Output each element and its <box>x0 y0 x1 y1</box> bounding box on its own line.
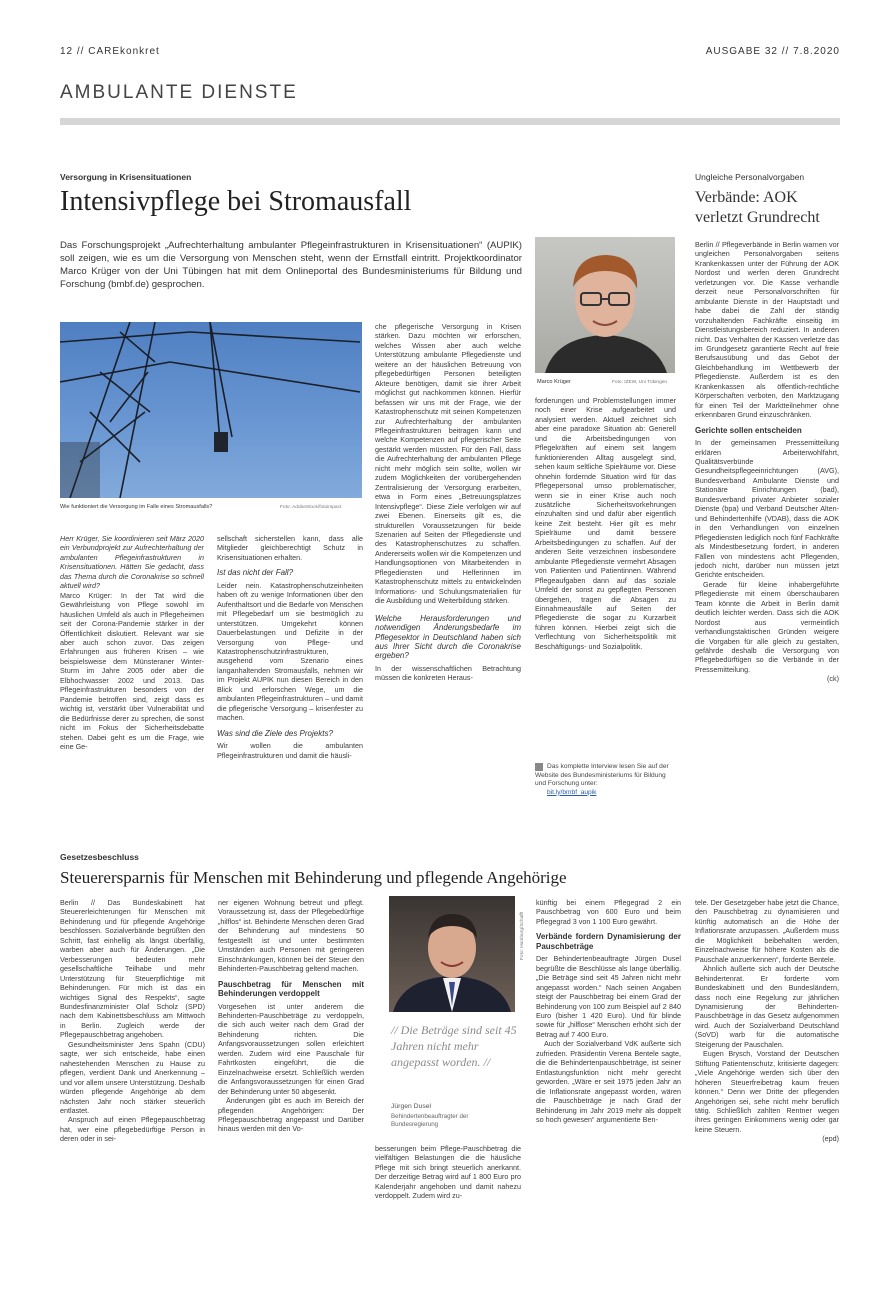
interview-answer: In der wissenschaftlichen Betrachtung müssen die konkreten Heraus- <box>375 663 521 683</box>
article1-headline: Intensivpflege bei Stromausfall <box>60 186 412 217</box>
article3-column-1 <box>60 898 205 1260</box>
article3-kicker: Gesetzesbeschluss <box>60 852 139 862</box>
article3-paragraph: Gesundheitsminister Jens Spahn (CDU) sagte, wer sich entscheide, habe einen nahestehenden Menschen zu Hause zu pflegen, verdient Dank und Anerkennung – und vor allem unsere Unterstützung. Deshalb würden pflegende Angehörige ab dem nächsten Jahr noch stärker steuerlich entlastet. <box>60 1039 205 1115</box>
interview-info-box <box>535 763 676 823</box>
dusel-photo-credit: Foto: Hamburg/Schafft <box>520 911 525 960</box>
section-rule <box>60 118 840 125</box>
section-title: AMBULANTE DIENSTE <box>60 82 298 103</box>
juergen-dusel-photo <box>389 896 515 1012</box>
article3-column-3 <box>375 1144 521 1260</box>
issue-date-header: AUSGABE 32 // 7.8.2020 <box>705 46 840 57</box>
article1-column-1 <box>60 534 204 854</box>
article3-signature: (epd) <box>822 1134 839 1144</box>
article3-paragraph: Änderungen gibt es auch im Bereich der pflegenden Angehörigen: Der Pflegepauschbetrag angepasst und Darüber hinaus werden mit den Vo- <box>218 1096 364 1134</box>
article2-signature: (ck) <box>827 674 839 684</box>
article3-paragraph: Eugen Brysch, Vorstand der Deutschen Stiftung Patientenschutz, kritisierte dagegen: „Viele Angehörige werden sich über den höheren Steuerfreibetrag kaum freuen können.“ Denn wer Dritte der pflegenden Angehörigen sei, sehe nicht mehr beruflich tätig. Schließlich zahlten Rentner wegen ihres geringen Einkommens wenig oder gar keine Steuern. <box>695 1049 839 1134</box>
article3-column-4 <box>536 898 681 1260</box>
interview-question: Was sind die Ziele des Projekts? <box>217 728 333 738</box>
pylon-photo-credit: Foto: AdobeStock/fotoimpact <box>280 505 342 510</box>
article2-kicker: Ungleiche Personalvorgaben <box>695 172 805 182</box>
article3-paragraph: Der Behindertenbeauftragte Jürgen Dusel begrüßte die Beschlüsse als lange überfällig. „Die Beträge sind seit 45 Jahren nicht mehr angepasst worden.“ Nach seinen Angaben steigt der Pauschbetrag bei einem Grad der Behinderung von 100 zum Beispiel auf 2 840 Euro (bisher 1 420 Euro). Und für blinde sowie für „hilflose“ Menschen erhöht sich der Betrag auf 7 400 Euro. <box>536 954 681 1039</box>
interview-answer: forderungen und Problemstellungen immer noch einer Krise aufgearbeitet und analysiert werden. Aktuell zeichnet sich aber eine paradoxe Situation ab: Generell und die Arbeitsbedingungen von Pflegekräften auf einem seit langem funktionierenden Alltag ausgelegt sind, sehen kaum seltliche Spielräume vor. Diese ohnehin fordernde Situation wird für das Pflegepersonal umso problematischer, wenn sie in einer Krise auch noch zusätzliche Sicherheitsvorkehrungen einzuhalten sind und dafür aber eigentlich keine Zeit besteht. Hier gilt es mehr Spielräume und damit bessere Arbeitsbedingungen zu schaffen. Auf der anderen Seite verzeichnen insbesondere ambulante Pflegedienste vermehrt Absagen von Patienten und Patientinnen. Während Pflegeaufgaben dann auf das soziale Umfeld der sonst zu gepflegten Personen übergehen, tragen die Absagen zu Einnahmeausfälle auf Seiten der Pflegedienste die sogar zu Kurzarbeit führen können. Hierbei zeigt sich die Verflechtung von Sicherheitspolitik mit Beschäftigungs- und Sozialpolitik. <box>535 396 676 651</box>
article2-headline: Verbände: AOK verletzt Grundrecht <box>695 189 820 226</box>
article2-paragraph: In der gemeinsamen Pressemitteilung erklären Arbeiterwohlfahrt, Qualitätsverbünde Gesundheitspflegeeinrichtungen (AVG), Bundesverband Ambulante Dienste und Stationäre Einrichtungen (bad), Bundesverband privater Anbieter sozialer Dienste (bpa) und Verband Deutscher Alten- und Behindertenhilfe (VDAB), dass die AOK in den Verhandlungen von einzelnen Pflegediensten lediglich noch fünf Fachkräfte als Mindestbesetzung fordert, in anderen Fällen von mindestens acht Pflegenden, jedoch nicht, darüber nun müssen jetzt Gerichte entscheiden. <box>695 438 839 580</box>
interview-answer: Wir wollen die ambulanten Pflegeinfrastrukturen und damit die häusli- <box>217 741 363 760</box>
article3-subhead: Pauschbetrag für Menschen mit Behinderungen verdoppelt <box>218 979 364 999</box>
article3-headline: Steuerersparnis für Menschen mit Behinderung und pflegende Angehörige <box>60 868 567 887</box>
interview-question: Ist das nicht der Fall? <box>217 568 294 578</box>
article2-body <box>695 240 839 852</box>
interview-link[interactable]: bit.ly/bmbf_aupik <box>547 788 597 796</box>
article3-column-5 <box>695 898 839 1260</box>
article3-paragraph: Berlin // Das Bundeskabinett hat Steuererleichterungen für Menschen mit Behinderung und für pflegende Angehörige beschlossen. Sozialverbände begrüßten den Schritt, fast einhellig als längst überfällig, warben aber auch für Änderungen. „Die Verbesserungen bedeuten mehr gesellschaftliche Teilhabe und mehr Unterstützung für Steuerpflichtige mit Behinderungen. Für mich ist das ein wichtiges Signal des Respekts“, sagte Bundesfinanzminister Olaf Scholz (SPD) nach dem Kabinettsbeschluss am Mittwoch in Berlin. Zugleich werde der Pflegepauschbetrag angehoben. <box>60 898 205 1040</box>
marco-krueger-portrait <box>535 237 675 373</box>
portrait-drawing <box>535 237 675 373</box>
info-box-text: Das komplette Interview lesen Sie auf der Website des Bundesministeriums für Bildung und Forschung unter: <box>535 763 669 788</box>
article1-kicker: Versorgung in Krisensituationen <box>60 172 192 182</box>
interview-answer: che pflegerische Versorgung in Krisen stärken. Dazu möchten wir erforschen, welches Wissen aber auch welche Unterstützung ambulante Pflegedienste und weitere an der häuslichen Betreuung von pflegebedürftigen Personen beteiligten Akteure benötigen, damit sie ihrer Arbeit möglichst gut nachkommen können. Hierfür befassen wir uns mit der Frage, wie der Katastrophenschutz mit seinen Kompetenzen zur Aufrechterhaltung der ambulanten Pflegeinfrastrukturen beitragen kann und welche Kompetenzen auf pflegerischer Seite gestärkt werden müssten. Für den Fall, dass die Aufrechterhaltung der ambulanten Pflege nicht mehr möglich sein sollte, wollen wir zudem Möglichkeiten der vorübergehenden Zentralisierung der Versorgung erarbeiten, etwa in Form eines „Betreuungsplatzes Intensivpflege“. Diese Ziele verfolgen wir auf zwei Ebenen. Einerseits gilt es, die strukturellen Voraussetzungen für beide Szenarien auf Seiten der Pflegedienste und des Katastrophenschutzes zu schaffen. Andererseits wollen wir die Kompetenzen und Handlungsoptionen von Mitarbeitenden in Pflegediensten und Helferinnen im Katastrophenschutz mittels zu entwickelnden Informations- und Schulungsmaterialien für die Ausbildung und Weiterbildung stärken. <box>375 322 521 606</box>
article2-paragraph: Berlin // Pflegeverbände in Berlin warnen vor ungleichen Personalvorgaben seitens Krankenkassen unter der Führung der AOK Nordost und werfen deren Grundrecht verletzungen vor. Die Kasse verhandle derzeit neue Personalvorschriften für ambulante Dienste in der Hauptstadt und habe dabei die Zahl der ständig vorzuhaltenden Fachkräfte einseitig im Dienstleistungsbereich reduziert. In anderen nicht. Das Verhalten der Kassen verletze das im Grundgesetz garantierte Recht auf freie Berufsausübung und das Gebot der Gleichbehandlung im Wettbewerb der Pflegedienste. Außerdem ist es den Krankenkassen als öffentlich-rechtliche Körperschaften verboten, den Marktzugang für einen Teil der Marktteilnehmer ohne erkennbaren Grund einzuschränken. <box>695 240 839 420</box>
interview-answer: sellschaft sicherstellen kann, dass alle Mitglieder gleichberechtigt Schutz in Krisensituationen erhalten. <box>217 534 363 562</box>
pylon-photo-caption: Wie funktioniert die Versorgung im Falle eines Stromausfalls? <box>60 504 213 510</box>
article3-column-2 <box>218 898 364 1260</box>
info-square-icon <box>535 763 543 771</box>
pylon-drawing <box>60 322 362 498</box>
article2-subhead: Gerichte sollen entscheiden <box>695 425 802 435</box>
dusel-drawing <box>389 896 515 1012</box>
article3-paragraph: Vorgesehen ist unter anderem die Behinderten-Pauschbeträge zu verdoppeln, die sich auch weiter nach dem Grad der Behinderung richten. Die Anfangsvoraussetzungen sollen erleichtert werden. Zudem wird eine Pauschale für Fahrtkosten eingeführt, die die Einzelnachweise ersetzt. Schließlich werden die Anfangsvoraussetzungen für einen Grad der Behinderung unter 50 abgesenkt. <box>218 1001 364 1096</box>
portrait-credit: Foto: IZEW, Uni Tübingen <box>612 380 668 385</box>
article3-paragraph: Ähnlich äußerte sich auch der Deutsche Behindertenrat. Er forderte vom Bundeskabinett und den Bundesländern, dass noch eine Regelung zur jährlichen Dynamisierung der Behinderten-Pauschbeträge in das Gesetz aufgenommen wird. Auch der Sozialverband Deutschland (SoVD) warb für die automatische Steigerung der Pauschalen. <box>695 964 839 1049</box>
article1-column-4 <box>535 396 676 751</box>
article3-paragraph: besserungen beim Pflege-Pauschbetrag die vielfältigen Belastungen die die häusliche Pflege mit sich bringt steuerlich anerkannt. Der derzeitige Betrag wird auf 1 800 Euro pro Kalenderjahr angehoben und damit nahezu verdoppelt. Zudem wird zu- <box>375 1144 521 1201</box>
portrait-caption: Marco Krüger <box>537 379 571 385</box>
article3-subhead: Verbände fordern Dynamisierung der Pauschbeträge <box>536 932 681 951</box>
article3-paragraph: künftig bei einem Pflegegrad 2 ein Pauschbetrag von 600 Euro und beim Pflegegrad 3 von 1 100 Euro gewährt. <box>536 898 681 926</box>
power-pylon-photo <box>60 322 362 498</box>
page-number-header: 12 // CAREkonkret <box>60 46 160 57</box>
quote-author-role: Behindertenbeauftragter der Bundesregierung <box>391 1113 469 1128</box>
interview-answer: Marco Krüger: In der Tat wird die Gewährleistung von Pflege sowohl im häuslichen Umfeld als auch in Pflegeheimen seit der Corona-Pandemie stärker in der Öffentlichkeit diskutiert. Relevant war sie aber auch schon zuvor. Das zeigen Erfahrungen aus früheren Krisen – wie beispielsweise dem Münsteraner Winter-Sturm im Jahre 2005 oder aber die Elbhochwasser 2002 und 2013. Das Pflegeinfrastrukturen besonders von der Pandemie betroffen sind, zeigt dass es wichtig ist, verstärkt über Vulnerabilität und die Bedürfnisse derer zu sprechen, die sonst nicht im Fokus der Sicherheitsdebatte stehen. Dabei geht es um die Frage, wie eine Ge- <box>60 590 204 751</box>
article2-paragraph: Gerade für kleine inhabergeführte Pflegedienste mit einem überschaubaren Team könnte die Arbeit in Berlin damit deutlich leichter werden. Dass sich die AOK Nordost aus vermeintlich verhandlungstaktischen Gründen weigere die Vorgaben für alle gleich zu gestalten, gefährde deshalb die Versorgung von Pflegebedürftigen so die Verbände in der Pressemitteilung. <box>695 579 839 674</box>
article1-column-3 <box>375 322 521 854</box>
article1-lead: Das Forschungsprojekt „Aufrechterhaltung ambulanter Pflegeinfrastrukturen in Krisensituationen“ (AUPIK) soll zeigen, wie es um die Versorgung von Menschen steht, wenn der Ernstfall eintritt. Projektkoordinator Marco Krüger von der Uni Tübingen hat mit dem Onlineportal des Bundesministeriums für Bildung und Forschung (bmbf.de) gesprochen. <box>60 240 522 290</box>
article3-paragraph: ner eigenen Wohnung betreut und pflegt. Voraussetzung ist, dass der Pflegebedürftige „hilflos“ ist. Behinderte Menschen deren Grad der Behinderung auf mindestens 50 festgestellt ist und unter bestimmten Umständen auch Personen mit geringeren Einschränkungen, können bei der Steuer den Behinderten-Pauschbetrag geltend machen. <box>218 898 364 974</box>
article3-paragraph: tele. Der Gesetzgeber habe jetzt die Chance, den Pauschbetrag zu dynamisieren und künftig automatisch an die Höhe der Inflationsrate anzupassen. „Außerdem muss die Möglichkeit beibehalten werden, Einzelnachweise für höhere Kosten als die Pauschale anzuerkennen“, forderte Bentele. <box>695 898 839 964</box>
pull-quote: // Die Beträge sind seit 45 Jahren nicht mehr angepasst worden. // <box>391 1023 517 1069</box>
article3-paragraph: Anspruch auf einen Pflegepauschbetrag hat, wer eine pflegebedürftige Person in deren oder in sei- <box>60 1115 205 1144</box>
article3-paragraph: Auch der Sozialverband VdK außerte sich zufrieden. Präsidentin Verena Bentele sagte, die die Behindertenpauschbeträge, ist seiner Entlastungsfunktion nicht mehr gerecht geworden. „Wäre er seit 1975 jeden Jahr an die Inflationsrate angepasst worden, wären die Pauschbeträge je nach Grad der Behinderung im Jahr 2019 mehr als doppelt so hoch gewesen“ argumentierte Ben- <box>536 1039 681 1124</box>
interview-question: Welche Herausforderungen und notwendigen Änderungsbedarfe im Pflegesektor in Deutschland haben sich aus Ihrer Sicht durch die Coronakrise ergeben? <box>375 613 521 661</box>
interview-question: Herr Krüger, Sie koordinieren seit März 2020 ein Verbundprojekt zur Aufrechterhaltung der ambulanten Pflegeinfrastrukturen in Krisensituationen. Hätten Sie gedacht, dass das Thema durch die Coronakrise so schnell aktuell wird? <box>60 534 204 591</box>
article1-column-2 <box>217 534 363 854</box>
interview-answer: Leider nein. Katastrophenschutzeinheiten haben oft zu wenige Informationen über den Aufenthaltsort und die Bedarfe von Menschen mit Pflegebedarf um sie bestmöglich zu unterstützen. Umgekehrt können Dauerbelastungen und Defizite in der Versorgung von Pflege- und Katastrophenschutzinfrastrukturen, ausgehend vom Szenario eines langanhaltenden Stromausfalls, nehmen wir im Projekt AUPIK nun diesen Bereich in den Blick und erforschen Wege, um die ambulanten Pflegeinfrastrukturen – und damit die pflegerische Versorgung – krisenfester zu machen. <box>217 580 363 723</box>
quote-author-name: Jürgen Dusel <box>391 1103 432 1110</box>
